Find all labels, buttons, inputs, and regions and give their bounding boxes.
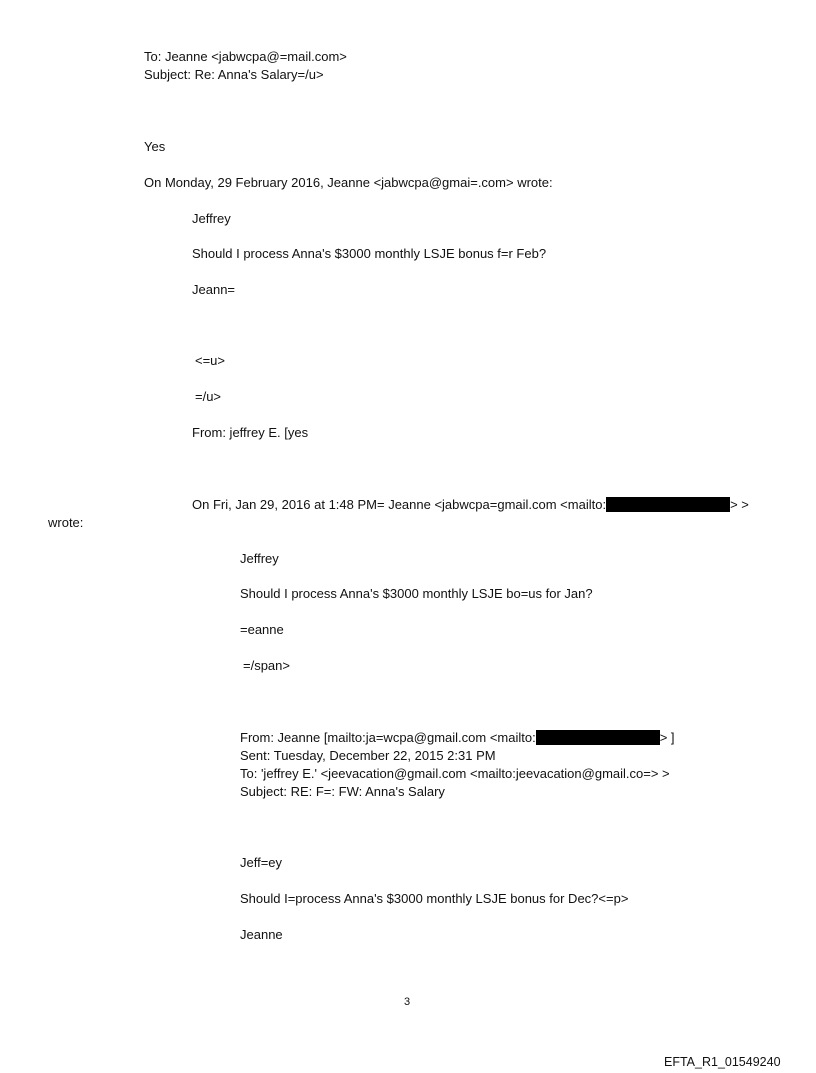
quote2-attribution <box>192 496 749 514</box>
header-subject: Subject: Re: Anna's Salary=/u> <box>144 67 324 82</box>
quote2-artifact: =/span> <box>243 658 290 673</box>
page-number: 3 <box>404 996 411 1008</box>
redaction-box <box>606 497 730 512</box>
quote3-signature: Jeanne <box>240 927 283 942</box>
quote3-greeting: Jeff=ey <box>240 855 283 870</box>
quote3-question: Should I=process Anna's $3000 monthly LSJE bonus for Dec?<=p> <box>240 891 629 906</box>
quote1-greeting: Jeffrey <box>192 211 231 226</box>
quote2-greeting: Jeffrey <box>240 551 279 566</box>
reply-body: Yes <box>144 139 166 154</box>
quote2-wrote: wrote: <box>48 515 84 530</box>
quote3-to: To: 'jeffrey E.' <jeevacation@gmail.com <mailto:jeevacation@gmail.co=> > <box>240 766 670 781</box>
quote2-attribution-suffix: > > <box>730 497 749 512</box>
quote1-question: Should I process Anna's $3000 monthly LSJE bonus f=r Feb? <box>192 246 547 261</box>
quote1-from: From: jeffrey E. [yes <box>192 425 309 440</box>
header-to: To: Jeanne <jabwcpa@=mail.com> <box>144 49 347 64</box>
quote1-artifact-1: <=u> <box>195 353 226 368</box>
quote3-from-prefix: From: Jeanne [mailto:ja=wcpa@gmail.com <mailto: <box>240 730 536 745</box>
redaction-box <box>536 730 660 745</box>
quote3-from-suffix: > ] <box>659 730 675 745</box>
quote2-question: Should I process Anna's $3000 monthly LSJE bo=us for Jan? <box>240 586 593 601</box>
quote1-attribution: On Monday, 29 February 2016, Jeanne <jabwcpa@gmai=.com> wrote: <box>144 175 553 190</box>
bates-number: EFTA_R1_01549240 <box>664 1055 781 1069</box>
quote2-signature: =eanne <box>240 622 284 637</box>
quote3-subject: Subject: RE: F=: FW: Anna's Salary <box>240 784 445 799</box>
quote2-attribution-prefix: On Fri, Jan 29, 2016 at 1:48 PM= Jeanne <jabwcpa=gmail.com <mailto: <box>192 497 607 512</box>
quote1-artifact-2: =/u> <box>195 389 222 404</box>
quote3-sent: Sent: Tuesday, December 22, 2015 2:31 PM <box>240 748 496 763</box>
quote3-from <box>240 729 675 747</box>
quote1-signature: Jeann= <box>192 282 236 297</box>
